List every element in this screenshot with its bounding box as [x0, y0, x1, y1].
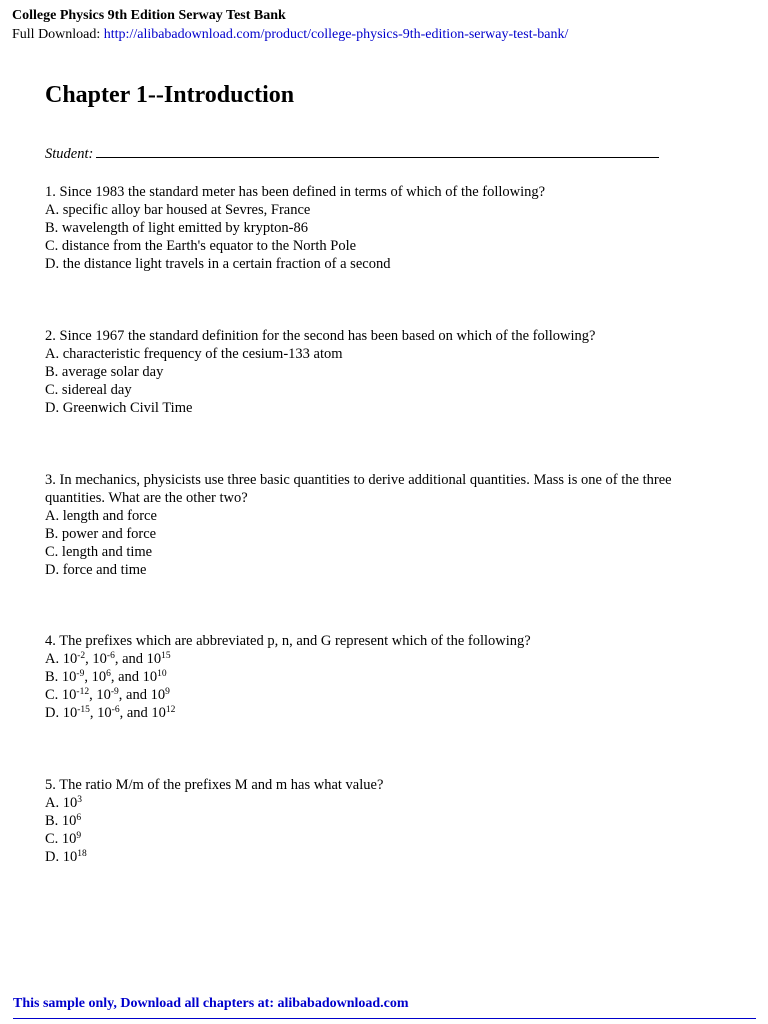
document-title: College Physics 9th Edition Serway Test Bank — [12, 8, 286, 23]
question-5 — [45, 776, 710, 866]
document-header — [12, 6, 568, 44]
question-1 — [45, 183, 710, 273]
question-stem: 1. Since 1983 the standard meter has been defined in terms of which of the following? — [45, 184, 546, 200]
question-3 — [45, 471, 710, 579]
answer-option: A. $10^{-2}$, $10^{-6}$, and $10^{15}$ — [45, 651, 171, 667]
answer-option: A. specific alloy bar housed at Sevres, France — [45, 202, 311, 218]
answer-option: B. $10^{-9}$, $10^6$, and $10^{10}$ — [45, 669, 167, 685]
answer-option: C. distance from the Earth's equator to the North Pole — [45, 238, 357, 254]
answer-option: C. $10^{-12}$, $10^{-9}$, and $10^9$ — [45, 687, 170, 703]
student-blank-line[interactable] — [96, 144, 659, 158]
download-label: Full Download: — [12, 27, 104, 42]
answer-option: D. Greenwich Civil Time — [45, 400, 193, 416]
answer-option: C. $10^9$ — [45, 831, 82, 847]
answer-option: B. power and force — [45, 526, 157, 542]
student-field — [45, 144, 659, 163]
answer-option: D. $10^{18}$ — [45, 849, 87, 865]
answer-option: A. $10^3$ — [45, 795, 82, 811]
answer-option: D. force and time — [45, 562, 147, 578]
question-stem: 2. Since 1967 the standard definition for the second has been based on which of the following? — [45, 328, 596, 344]
footer-divider — [13, 1018, 756, 1019]
student-label: Student: — [45, 146, 94, 162]
download-line — [12, 25, 568, 44]
download-link[interactable]: http://alibabadownload.com/product/college-physics-9th-edition-serway-test-bank/ — [103, 27, 569, 42]
question-stem: 4. The prefixes which are abbreviated p, n, and G represent which of the following? — [45, 633, 531, 649]
footer-download-notice[interactable]: This sample only, Download all chapters at: alibabadownload.com — [13, 996, 409, 1011]
answer-option: A. length and force — [45, 508, 157, 524]
answer-option: D. the distance light travels in a certain fraction of a second — [45, 256, 391, 272]
answer-option: C. length and time — [45, 544, 153, 560]
question-stem: 5. The ratio M/m of the prefixes M and m has what value? — [45, 777, 384, 793]
answer-option: D. $10^{-15}$, $10^{-6}$, and $10^{12}$ — [45, 705, 176, 721]
answer-option: A. characteristic frequency of the cesium-133 atom — [45, 346, 343, 362]
question-4 — [45, 632, 710, 722]
chapter-title: Chapter 1--Introduction — [45, 82, 295, 108]
answer-option: B. $10^6$ — [45, 813, 82, 829]
answer-option: C. sidereal day — [45, 382, 132, 398]
question-stem: 3. In mechanics, physicists use three basic quantities to derive additional quantities. Mass is one of the three quantities. What are the other two? — [45, 472, 672, 506]
answer-option: B. average solar day — [45, 364, 164, 380]
question-2 — [45, 327, 710, 417]
answer-option: B. wavelength of light emitted by krypton-86 — [45, 220, 308, 236]
